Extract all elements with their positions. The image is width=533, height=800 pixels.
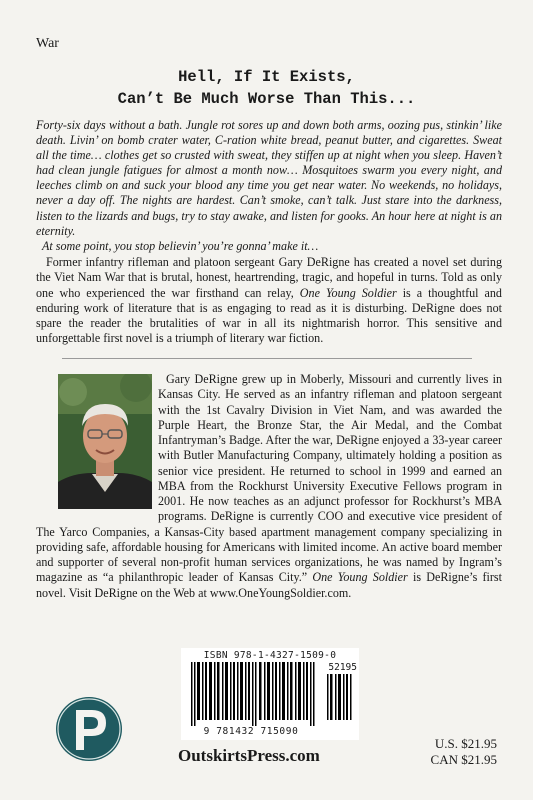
excerpt-paragraph-2: At some point, you stop believin’ you’re gonna’ make it…: [42, 238, 319, 253]
headline-line-1: Hell, If It Exists,: [178, 68, 355, 86]
isbn-label: ISBN 978-1-4327-1509-0: [203, 650, 337, 661]
section-divider: [62, 358, 472, 359]
barcode-digits: 9 781432 715090: [203, 726, 299, 737]
barcode: [181, 648, 359, 740]
price-us: U.S. $21.95: [434, 736, 497, 751]
excerpt: [36, 118, 502, 254]
author-photo: [58, 374, 152, 509]
bio-book-title: One Young Soldier: [312, 570, 408, 585]
outskirts-press-logo-icon: [54, 694, 124, 764]
bio-text-2: is DeRigne’s first novel. Visit DeRigne on the Web at www.OneYoungSoldier.com.: [36, 570, 503, 600]
headline-line-2: Can’t Be Much Worse Than This...: [117, 90, 416, 108]
publisher-name: OutskirtsPress.com: [178, 746, 320, 765]
price-can: CAN $21.95: [430, 752, 497, 767]
headline: [0, 66, 533, 110]
blurb-text-1: Former infantry rifleman and platoon sergeant Gary DeRigne has created a novel set during the Viet Nam War that is brutal, honest, heartrending, tragic, and hopeful in turns. Told as only one who experienced the war firsthand can relay,: [36, 255, 502, 300]
price-code: 52195: [328, 662, 357, 673]
genre-label: War: [36, 36, 59, 51]
bio-text-1: Gary DeRigne grew up in Moberly, Missouri and currently lives in Kansas City. He served as an infantry rifleman and platoon sergeant with the 1st Cavalry Division in Viet Nam, and was awarded the Purple Heart, the Bronze Star, the Air Medal, and the Combat Infantryman’s Badge. After the war, DeRigne enjoyed a 33-year career with Butler Manufacturing Company, ultimately holding a position as senior vice president. He returned to school in 1999 and earned an MBA from the Rockhurst University Executive Fellows program in 2001. He now teaches as an adjunct professor for Rockhurst’s MBA programs. DeRigne is currently COO and executive vice president of The Yarco Companies, a Kansas-City based apartment management company specializing in providing safe, affordable housing for Americans with limited income. An active board member and supporter of several non-profit human services organizations, he was named by Ingram’s magazine as “a philanthropic leader of Kansas City.”: [36, 372, 502, 585]
blurb-book-title: One Young Soldier: [299, 285, 397, 300]
prices: [431, 736, 497, 768]
book-blurb: [36, 255, 502, 347]
blurb-text-2: is a thoughtful and enduring work of literature that is as engaging to read as it is disturbing. DeRigne does not spare the reader the brutalities of war in all its nightmarish horror. This sensitive and unforgettable first novel is a triumph of literary war fiction.: [36, 285, 502, 346]
excerpt-paragraph-1: Forty-six days without a bath. Jungle rot sores up and down both arms, oozing pus, stinkin’ like death. Livin’ on bomb crater water, C-ration white bread, peanut butter, and cigarettes. Sweat all the time… clothes get so crusted with sweat, they stiffen up at night when you sleep. Haven’t had clean jungle fatigues for almost a month now… Mosquitoes swarm you every night, and leeches climb on and suck your blood any time you get near water. No weekends, no holidays, never a day off. The nights are hardest. Can’t smoke, can’t talk. Just stare into the darkness, listen to the lizards and bugs, try to stay awake, and listen for gooks. An hour here at night is an eternity.: [36, 118, 502, 238]
